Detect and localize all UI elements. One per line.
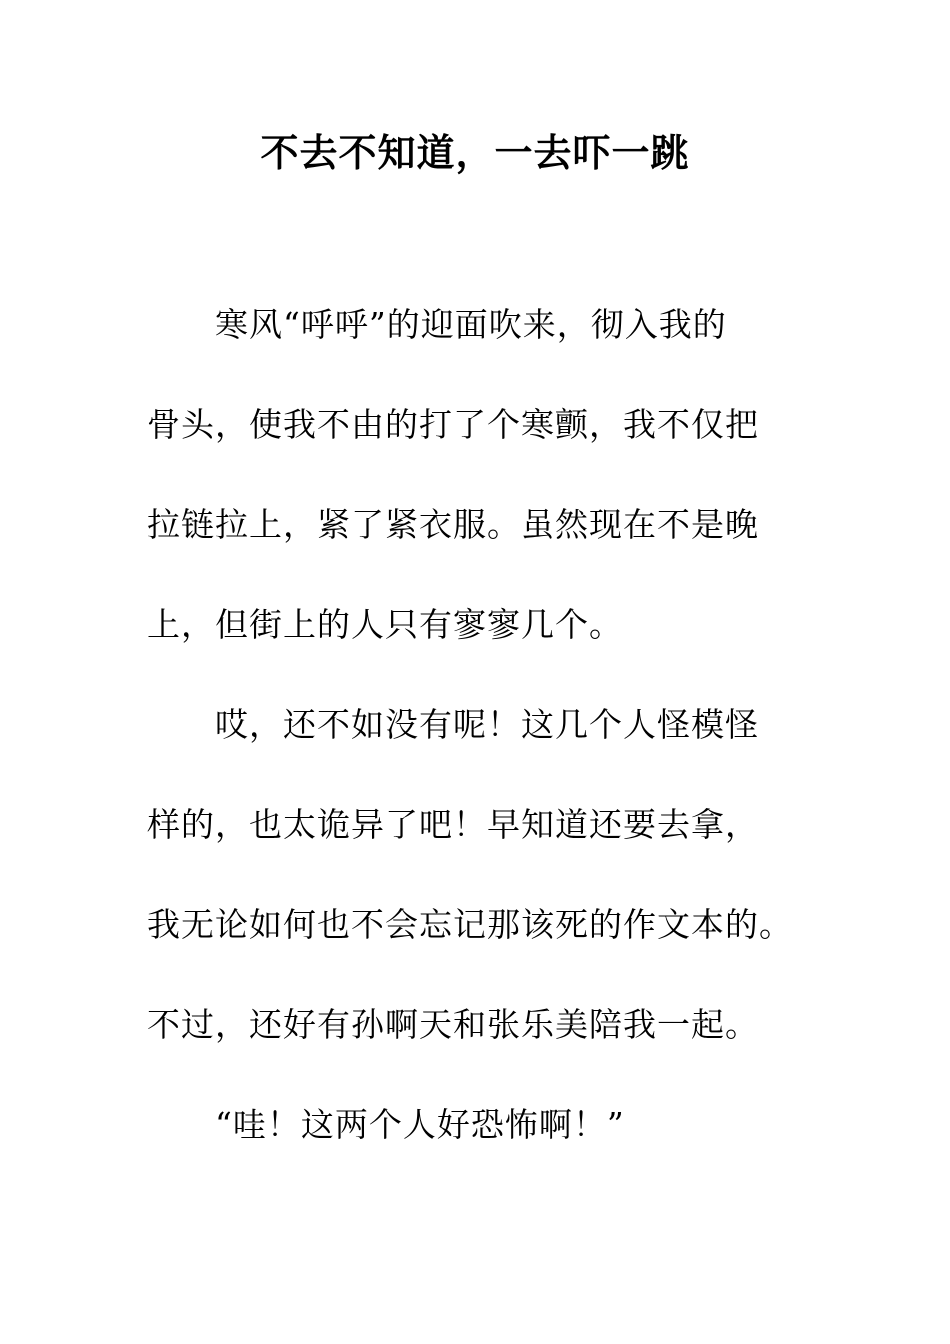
- text-line: 我无论如何也不会忘记那该死的作文本的。: [147, 905, 793, 944]
- text-line: 样的，也太诡异了吧！早知道还要去拿，: [147, 805, 759, 844]
- document-body: [147, 300, 827, 1200]
- text-line: 不过，还好有孙啊天和张乐美陪我一起。: [147, 1005, 759, 1044]
- text-line: 骨头，使我不由的打了个寒颤，我不仅把: [147, 405, 759, 444]
- document-title: 不去不知道，一去吓一跳: [260, 130, 690, 175]
- text-line: 上，但街上的人只有寥寥几个。: [147, 605, 623, 644]
- text-line: 哎，还不如没有呢！这几个人怪模怪: [147, 705, 759, 744]
- text-line: “哇！这两个人好恐怖啊！”: [147, 1105, 625, 1144]
- text-line: 寒风“呼呼”的迎面吹来，彻入我的: [147, 305, 727, 344]
- text-line: 拉链拉上，紧了紧衣服。虽然现在不是晚: [147, 505, 759, 544]
